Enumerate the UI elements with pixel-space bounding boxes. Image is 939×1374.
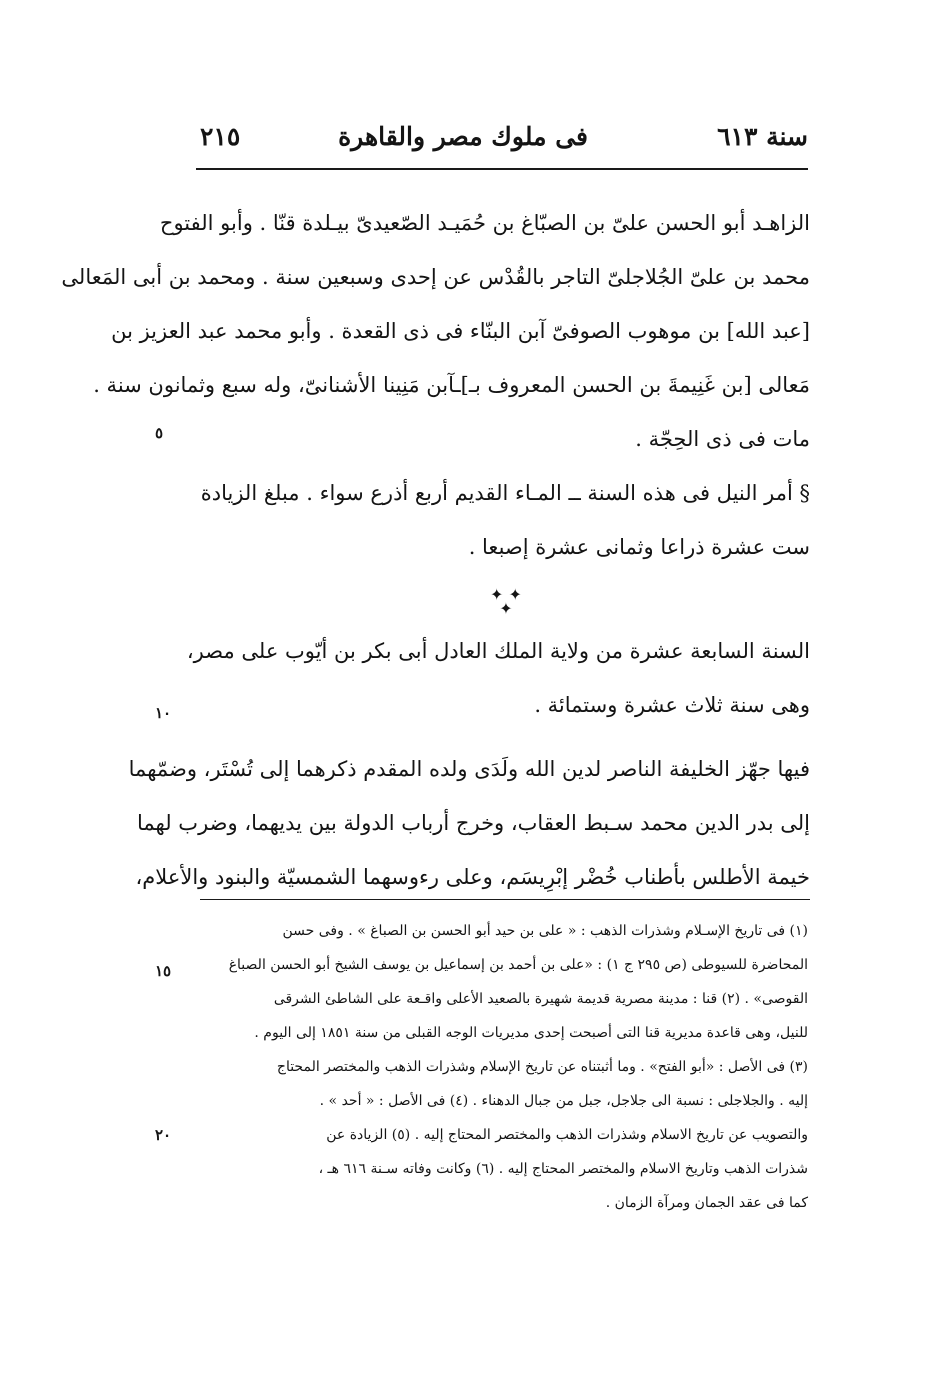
footnote-line: (٣) فى الأصل : «أبو الفتح» . وما أثبتناه عن تاريخ الإسلام وشذرات الذهب والمختصر المحتاج [276,1059,808,1075]
text-line: محمد بن علىّ الجُلاجلىّ التاجر بالقُدْس عن إحدى وسبعين سنة . ومحمد بن أبى المَعالى [61,265,810,289]
text-line: مات فى ذى الحِجّة . [635,427,810,451]
text-line: § أمر النيل فى هذه السنة ــ المـاء القديم أربع أذرع سواء . مبلغ الزيادة [200,481,810,505]
obituaries-paragraph [61,196,810,466]
text-line: إلى بدر الدين محمد سـبط العقاب، وخرج أرباب الدولة بين يديهما، وضرب لهما [137,811,810,835]
line-number-5: ٥ [155,424,164,442]
footnote-rule [200,899,810,900]
text-line: السنة السابعة عشرة من ولاية الملك العادل أبى بكر بن أيّوب على مصر، [186,639,810,663]
footnote-line: والتصويب عن تاريخ الاسلام وشذرات الذهب والمختصر المحتاج إليه . (٥) الزيادة عن [326,1127,808,1143]
text-line: [عبد الله] بن موهوب الصوفىّ آبن البنّاء فى ذى القعدة . وأبو محمد عبد العزيز بن [111,319,810,343]
text-line: فيها جهّز الخليفة الناصر لدين الله ولَدَى ولده المقدم ذكرهما إلى تُسْتَر، وضمّهما [128,757,810,781]
footnote-line: المحاضرة للسيوطى (ص ٢٩٥ ج ١) : «على بن أحمد بن إسماعيل بن يوسف الشيخ أبو الحسن الصباغ [228,957,808,973]
footnote-line: شذرات الذهب وتاريخ الاسلام والمختصر المحتاج إليه . (٦) وكانت وفاته سـنة ٦١٦ هـ ، [318,1161,808,1177]
nile-paragraph [200,466,810,574]
line-number-20: ٢٠ [155,1126,172,1144]
line-number-15: ١٥ [155,962,172,980]
footnote-line: (١) فى تاريخ الإسـلام وشذرات الذهب : « على بن حيد أبو الحسن بن الصباغ » . وفى حسن [282,923,808,939]
footnote-line: إليه . والجلاجلى : نسبة الى جلاجل، جبل من جبال الدهناء . (٤) فى الأصل : « أحد » . [319,1093,808,1109]
line-number-10: ١٠ [155,704,172,722]
footnote-line: القوصى» . (٢) قنا : مدينة مصرية قديمة شهيرة بالصعيد الأعلى واقـعة على الشاطئ الشرقى [273,991,808,1007]
footnote-line: للنيل، وهى قاعدة مديرية قنا التى أصبحت إحدى مديريات الوجه القبلى من سنة ١٨٥١ إلى اليوم . [254,1025,808,1041]
text-line: ست عشرة ذراعا وثمانى عشرة إصبعا . [468,535,810,559]
footnote-line: كما فى عقد الجمان ومرآة الزمان . [605,1195,808,1211]
text-line: خيمة الأطلس بأطناب خُضْر إبْرِيسَم، وعلى رءوسهما الشمسيّة والبنود والأعلام، [135,865,810,889]
section-separator-stars: ✦ ✦ ✦ [490,585,522,618]
text-line: الزاهـد أبو الحسن علىّ بن الصبّاغ بن حُمَيـد الصّعيدىّ بيـلدة قنّا . وأبو الفتوح [159,211,810,235]
header-rule [196,168,808,170]
year-heading-paragraph [186,624,810,732]
header-title: فى ملوك مصر والقاهرة [338,122,588,151]
text-line: وهى سنة ثلاث عشرة وستمائة . [534,693,810,717]
running-header [200,122,808,162]
page-number: ٢١٥ [200,122,241,151]
text-line: مَعالى [بن غَنِيمةَ بن الحسن المعروف بـ]ـآبن مَنِينا الأشنانىّ، وله سبع وثمانون سنة . [93,373,810,397]
header-year: سنة ٦١٣ [717,122,808,151]
footnotes [200,914,808,1220]
events-paragraph [128,742,810,904]
